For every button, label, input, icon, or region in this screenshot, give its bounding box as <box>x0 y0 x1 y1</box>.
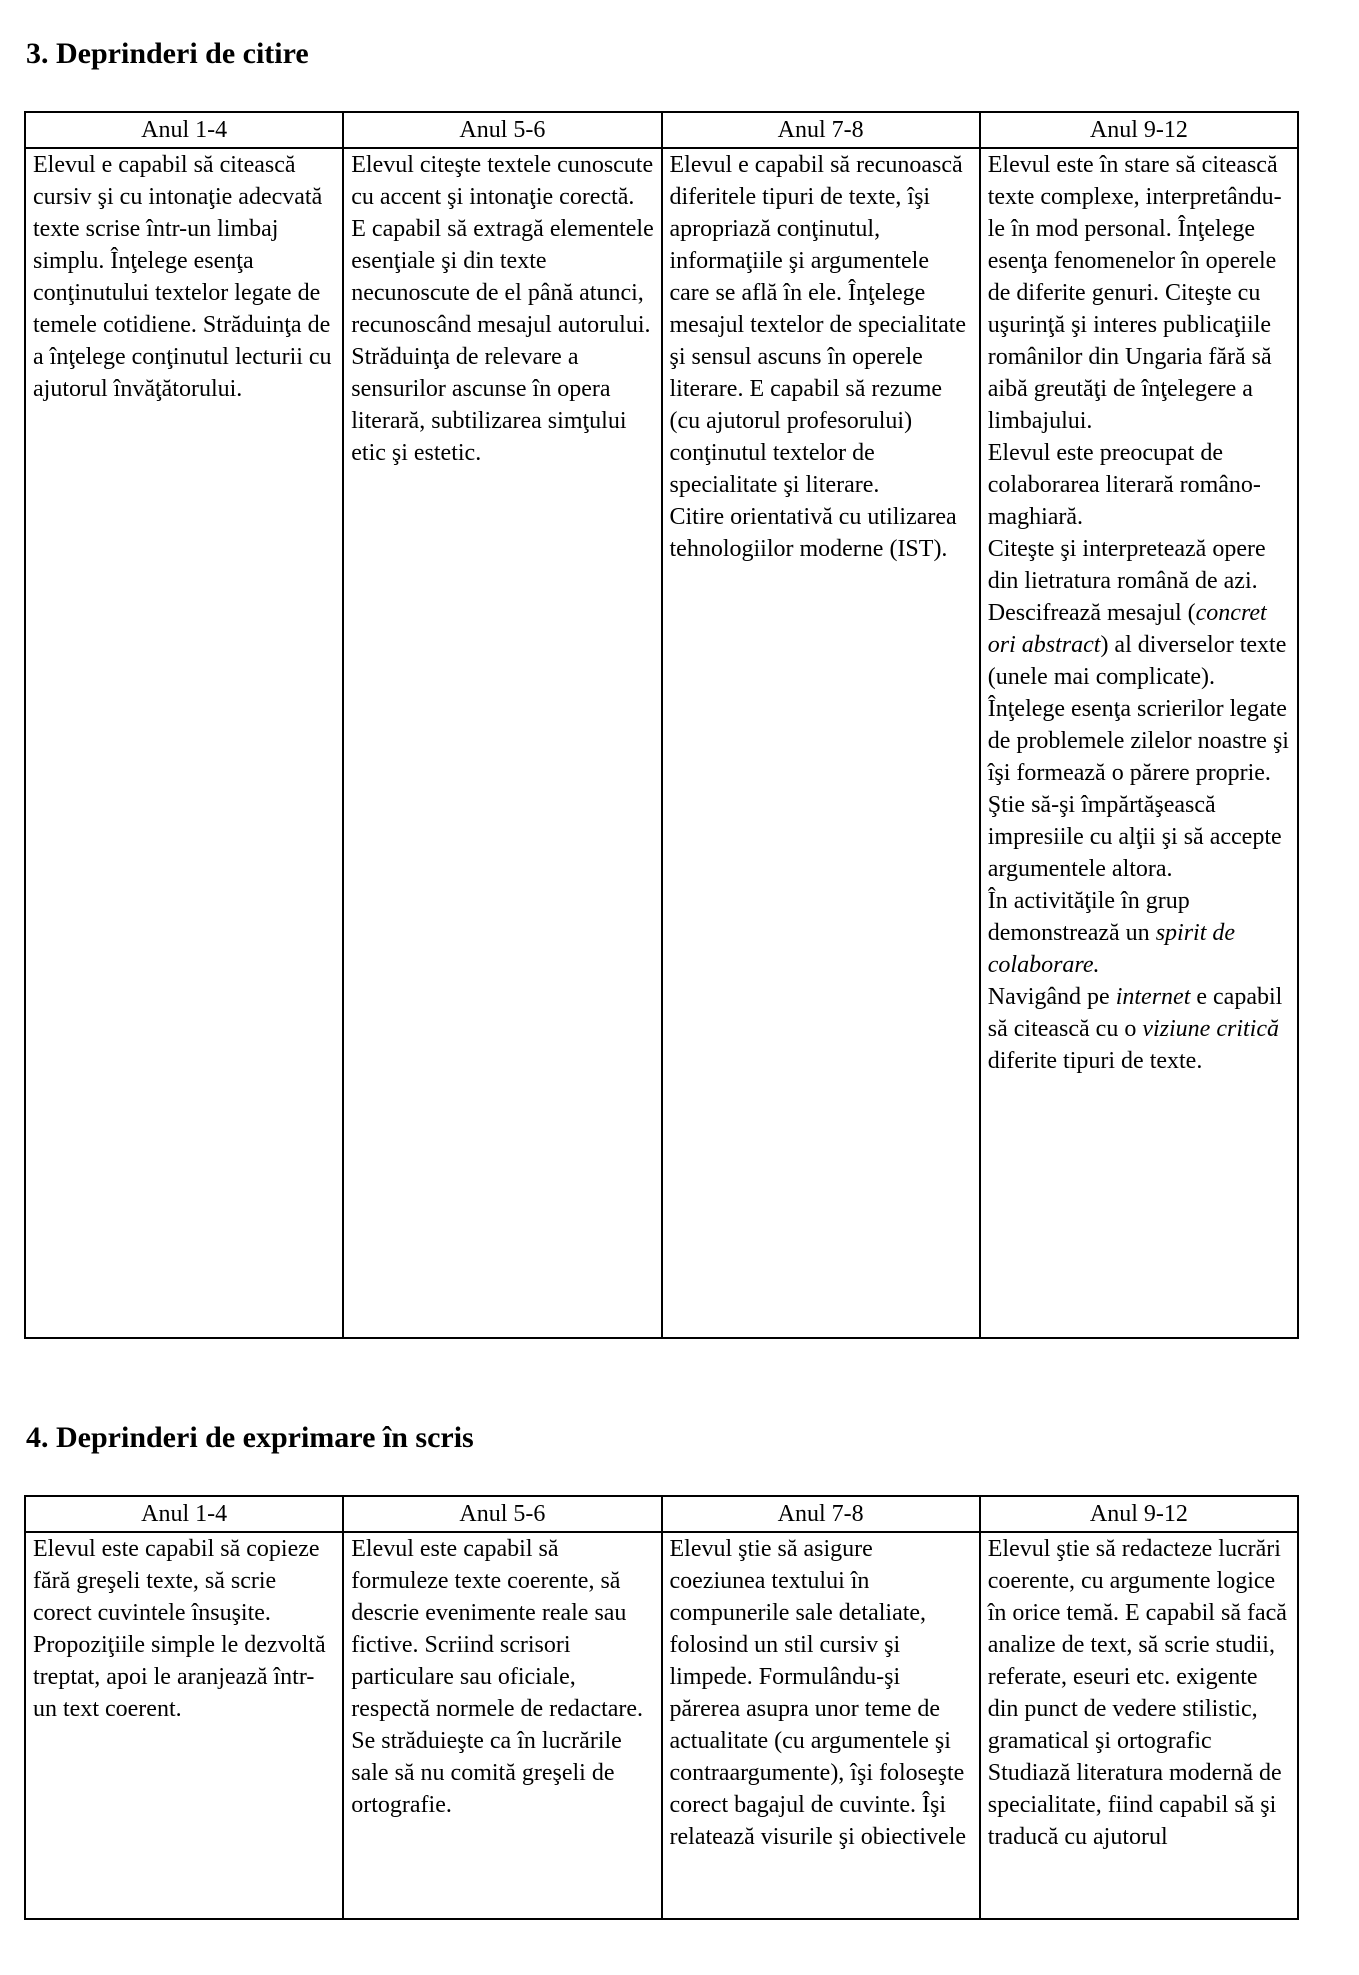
cell-paragraph: Ştie să-şi împărtăşească impresiile cu alţii şi să accepte argumentele altora. <box>987 792 1282 882</box>
cell-grade-7-8 <box>662 148 980 1338</box>
cell-text: Elevul ştie să asigure coeziunea textului în compunerile sale detaliate, folosind un stil cursiv şi limpede. Formulându-şi părerea asupra unor teme de actualitate (cu argumentele şi contraargumente), îşi foloseşte corect bagajul de cuvinte. Îşi relatează visurile şi obiectivele <box>669 1536 967 1850</box>
writing-skills-table <box>24 1495 1299 1920</box>
text-run: Descifrează mesajul ( <box>987 600 1196 626</box>
text-run: ) al diverselor texte (unele mai complicate). <box>987 632 1287 690</box>
table-header-row <box>25 112 1298 148</box>
column-header-grade-7-8: Anul 7-8 <box>662 1496 980 1532</box>
table-row <box>25 1532 1298 1919</box>
cell-paragraph: Elevul este preocupat de colaborarea literară româno-maghiară. <box>987 440 1261 530</box>
column-header-grade-5-6: Anul 5-6 <box>343 112 661 148</box>
cell-grade-5-6 <box>343 1532 661 1919</box>
cell-grade-5-6 <box>343 148 661 1338</box>
emphasis-text: internet <box>1115 984 1191 1010</box>
section-3-title: 3. Deprinderi de citire <box>26 37 309 70</box>
cell-text: Elevul este în stare să citească texte complexe, interpretându-le în mod personal. Înţelege esenţa fenomenelor în operele de diferite genuri. Citeşte cu uşurinţă şi interes publicaţiile românilor din Ungaria fără să aibă greutăţi de înţelegere a limbajului. <box>987 152 1282 434</box>
table-row <box>25 148 1298 1338</box>
cell-text: Elevul este capabil să formuleze texte coerente, să descrie evenimente reale sau fictive. Scriind scrisori particulare sau oficiale, respectă normele de redactare. Se străduieşte ca în lucrările sale să nu comită greşeli de ortografie. <box>351 1536 644 1818</box>
cell-text: Elevul citeşte textele cunoscute cu accent şi intonaţie corectă. E capabil să extragă elementele esenţiale şi din texte necunoscute de el până atunci, recunoscând mesajul autorului. Străduinţa de relevare a sensurilor ascunse în opera literară, subtilizarea simţului etic şi estetic. <box>351 152 654 466</box>
reading-skills-table <box>24 111 1299 1339</box>
column-header-grade-9-12: Anul 9-12 <box>980 1496 1298 1532</box>
cell-paragraph: Citeşte şi interpretează opere din lietratura română de azi. <box>987 536 1266 594</box>
text-run: diferite tipuri de texte. <box>987 1048 1203 1074</box>
column-header-grade-1-4: Anul 1-4 <box>25 112 343 148</box>
table-header-row <box>25 1496 1298 1532</box>
column-header-grade-1-4: Anul 1-4 <box>25 1496 343 1532</box>
cell-grade-1-4 <box>25 1532 343 1919</box>
section-4-title: 4. Deprinderi de exprimare în scris <box>26 1421 474 1454</box>
cell-grade-9-12 <box>980 1532 1298 1919</box>
cell-paragraph: Citire orientativă cu utilizarea tehnologiilor moderne (IST). <box>669 504 957 562</box>
cell-text: Elevul este capabil să copieze fără greşeli texte, să scrie corect cuvintele însuşite. Propoziţiile simple le dezvoltă treptat, apoi le aranjează într-un text coerent. <box>33 1536 326 1722</box>
cell-paragraph <box>988 885 1291 981</box>
cell-text: Elevul e capabil să recunoască diferitele tipuri de texte, îşi apropriază conţinutul, informaţiile şi argumentele care se află în ele. Înţelege mesajul textelor de specialitate şi sensul ascuns în operele literare. E capabil să rezume (cu ajutorul profesorului) conţinutul textelor de specialitate şi literare. <box>669 152 967 498</box>
emphasis-text: concret ori abstract <box>987 600 1267 658</box>
text-run: În activităţile în grup demonstrează un <box>987 888 1190 946</box>
cell-paragraph: Înţelege esenţa scrierilor legate de problemele zilelor noastre şi îşi formează o părere proprie. <box>987 696 1289 786</box>
emphasis-text: viziune critică <box>1142 1016 1279 1042</box>
emphasis-text: spirit de colaborare. <box>987 920 1236 978</box>
column-header-grade-9-12: Anul 9-12 <box>980 112 1298 148</box>
text-run: e capabil să citească cu o <box>987 984 1283 1042</box>
cell-text: Elevul ştie să redacteze lucrări coerente, cu argumente logice în orice temă. E capabil să facă analize de text, să scrie studii, referate, eseuri etc. exigente din punct de vedere stilistic, gramatical şi ortografic Studiază literatura modernă de specialitate, fiind capabil să şi traducă cu ajutorul <box>987 1536 1287 1850</box>
text-run: Navigând pe <box>987 984 1116 1010</box>
cell-paragraph <box>988 981 1291 1077</box>
cell-grade-9-12 <box>980 148 1298 1338</box>
cell-paragraph <box>988 597 1291 693</box>
cell-text: Elevul e capabil să citească cursiv şi cu intonaţie adecvată texte scrise într-un limbaj simplu. Înţelege esenţa conţinutului textelor legate de temele cotidiene. Străduinţa de a înţelege conţinutul lecturii cu ajutorul învăţătorului. <box>33 152 332 402</box>
column-header-grade-5-6: Anul 5-6 <box>343 1496 661 1532</box>
cell-grade-1-4 <box>25 148 343 1338</box>
cell-grade-7-8 <box>662 1532 980 1919</box>
column-header-grade-7-8: Anul 7-8 <box>662 112 980 148</box>
